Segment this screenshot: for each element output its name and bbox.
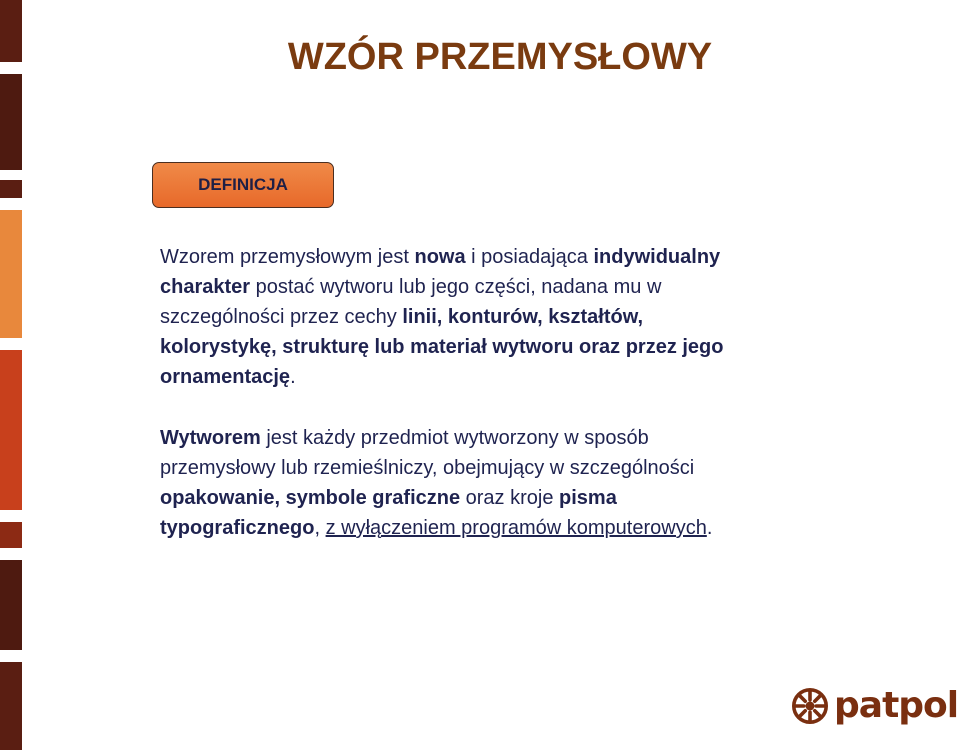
page-title: WZÓR PRZEMYSŁOWY (287, 36, 713, 78)
logo-wordmark: patpol (834, 685, 959, 726)
text-emphasis: indywidualny (593, 246, 721, 268)
text-line (160, 272, 880, 302)
text-line (160, 302, 880, 332)
text-emphasis: charakter (160, 276, 251, 298)
text-segment: oraz kroje (460, 487, 560, 509)
text-emphasis: typograficznego (160, 517, 315, 539)
patpol-emblem-icon (792, 688, 828, 724)
text-segment: . (290, 366, 296, 388)
strip-block (0, 350, 22, 510)
text-segment: przemysłowy lub rzemieślniczy, obejmujący w szczególności (160, 457, 695, 479)
text-line (160, 513, 880, 543)
text-emphasis: linii, konturów, kształtów, (402, 306, 644, 328)
text-segment: . (706, 517, 713, 539)
text-line (160, 332, 880, 362)
definition-badge: DEFINICJA (152, 162, 334, 208)
text-emphasis: Wytworem (160, 427, 261, 449)
text-emphasis: kolorystykę, strukturę lub materiał wytworu oraz przez jego (160, 336, 724, 358)
text-line (160, 242, 880, 272)
strip-block (0, 560, 22, 650)
text-emphasis: opakowanie, symbole graficzne (160, 487, 461, 509)
product-paragraph (160, 423, 880, 543)
text-segment: postać wytworu lub jego części, nadana mu w (250, 276, 662, 298)
text-underlined: z wyłączeniem programów komputerowych (325, 517, 707, 539)
strip-block (0, 522, 22, 548)
text-segment: i posiadająca (465, 246, 594, 268)
text-line (160, 362, 880, 392)
text-emphasis: nowa (414, 246, 466, 268)
text-segment: jest każdy przedmiot wytworzony w sposób (260, 427, 649, 449)
strip-block (0, 74, 22, 170)
text-line (160, 423, 880, 453)
text-emphasis: ornamentację (160, 366, 291, 388)
text-segment: Wzorem przemysłowym jest (160, 246, 415, 268)
text-line (160, 483, 880, 513)
strip-block (0, 180, 22, 198)
text-emphasis: pisma (559, 487, 617, 509)
text-segment: , (314, 517, 326, 539)
text-line (160, 453, 880, 483)
decorative-side-strip (0, 0, 22, 750)
text-segment: szczególności przez cechy (160, 306, 403, 328)
strip-block (0, 210, 22, 338)
definition-paragraph (160, 242, 880, 392)
patpol-logo (792, 684, 960, 728)
strip-block (0, 662, 22, 750)
